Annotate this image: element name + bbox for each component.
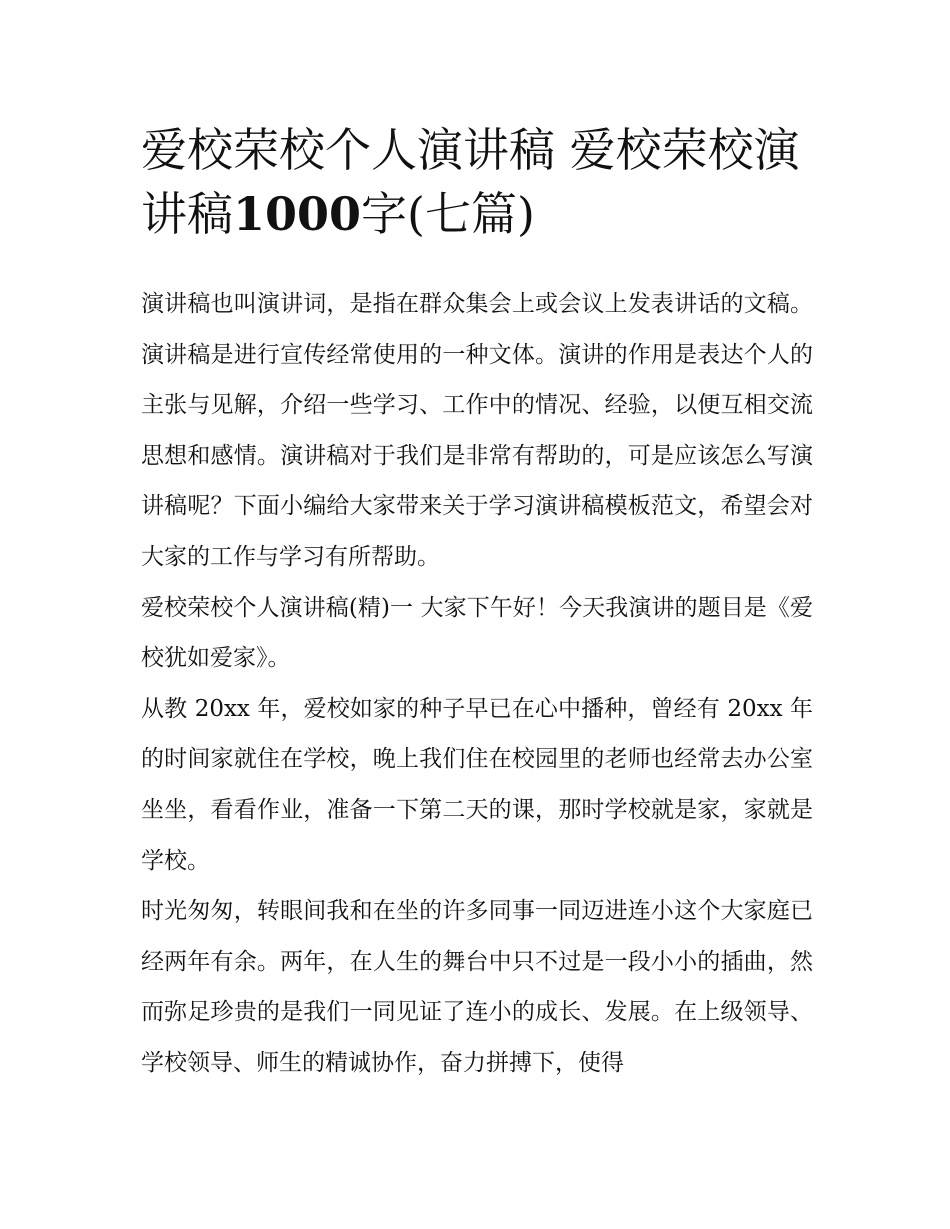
title-number: 1000 [233,187,362,241]
title-text-part2: 字(七篇) [361,187,535,241]
title-text-part1: 爱校荣校个人演讲稿 爱校荣校演讲稿 [141,123,800,241]
paragraph-time-passing: 时光匆匆，转眼间我和在坐的许多同事一同迈进连小这个大家庭已经两年有余。两年，在人生的舞台中只不过是一段小小的插曲，然而弥足珍贵的是我们一同见证了连小的成长、发展。在上级领导、学校领导、师生的精诚协作，奋力拼搏下，使得 [141,898,813,1076]
paragraph-intro: 演讲稿也叫演讲词，是指在群众集会上或会议上发表讲话的文稿。演讲稿是进行宣传经常使用的一种文体。演讲的作用是表达个人的主张与见解，介绍一些学习、工作中的情况、经验，以便互相交流思想和感情。演讲稿对于我们是非常有帮助的，可是应该怎么写演讲稿呢？下面小编给大家带来关于学习演讲稿模板范文，希望会对大家的工作与学习有所帮助。 [141,291,813,570]
document-body [141,279,813,1089]
paragraph-speech-opening: 爱校荣校个人演讲稿(精)一 大家下午好！今天我演讲的题目是《爱校犹如爱家》。 [141,594,813,672]
document-title [141,118,821,246]
paragraph-teaching-years: 从教 20xx 年，爱校如家的种子早已在心中播种，曾经有 20xx 年的时间家就住在学校，晚上我们住在校园里的老师也经常去办公室坐坐，看看作业，准备一下第二天的课，那时学校就是家，家就是学校。 [141,695,813,874]
